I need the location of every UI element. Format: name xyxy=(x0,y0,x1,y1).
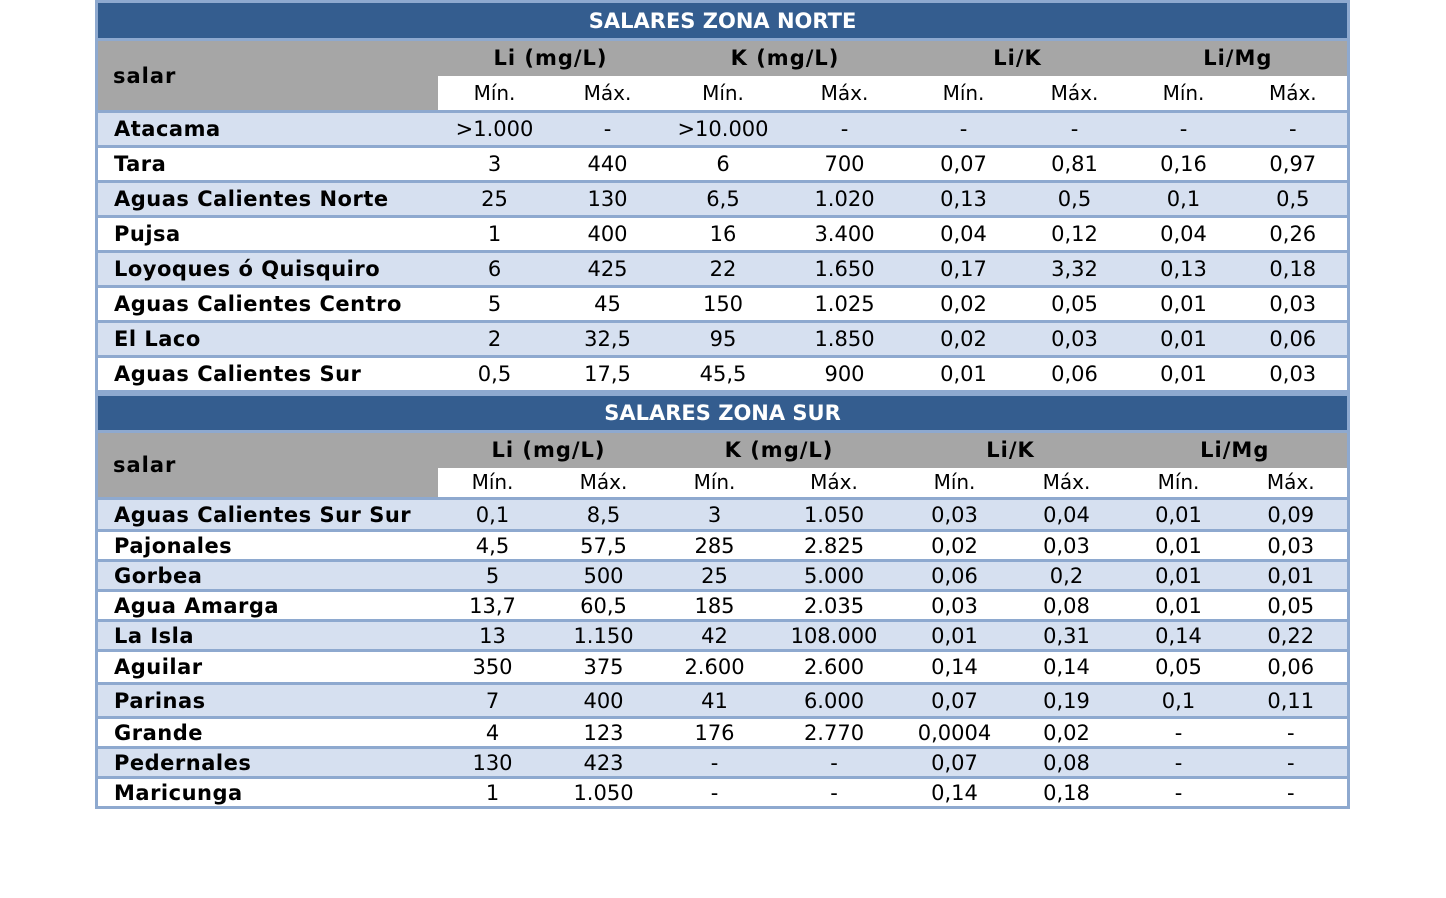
sub-header: Mín. xyxy=(438,76,552,112)
table-cell: 0,05 xyxy=(1123,651,1235,684)
table-cell: 0,19 xyxy=(1011,684,1123,718)
table-cell: 0,16 xyxy=(1129,147,1239,182)
table-cell: 0,17 xyxy=(907,252,1021,287)
table-cell: 41 xyxy=(660,684,770,718)
table-cell: 0,14 xyxy=(1011,651,1123,684)
table-cell: 0,31 xyxy=(1011,621,1123,651)
salar-name: Atacama xyxy=(97,112,438,147)
table-cell: 0,18 xyxy=(1011,778,1123,808)
salar-name: El Laco xyxy=(97,322,438,357)
salar-name: Aguas Calientes Norte xyxy=(97,182,438,217)
group-header: Li/Mg xyxy=(1129,40,1349,76)
table-cell: 423 xyxy=(548,748,660,778)
sub-header: Mín. xyxy=(907,76,1021,112)
section-title: SALARES ZONA NORTE xyxy=(97,2,1349,40)
salar-name: Aguas Calientes Centro xyxy=(97,287,438,322)
table-cell: - xyxy=(660,748,770,778)
section-title: SALARES ZONA SUR xyxy=(97,395,1349,432)
table-cell: 0,06 xyxy=(1239,322,1349,357)
table-cell: 400 xyxy=(552,217,664,252)
table-cell: 0,05 xyxy=(1021,287,1129,322)
table-cell: - xyxy=(783,112,907,147)
table-body xyxy=(97,112,1349,392)
column-header-salar: salar xyxy=(97,432,438,499)
table-cell: 6 xyxy=(664,147,783,182)
table-cell: 4 xyxy=(438,718,548,748)
table-cell: 0,01 xyxy=(1123,561,1235,591)
table-cell: 285 xyxy=(660,531,770,561)
table-cell: 0,22 xyxy=(1235,621,1349,651)
table-cell: 0,11 xyxy=(1235,684,1349,718)
table-cell: 0,01 xyxy=(1129,357,1239,392)
salar-name: Parinas xyxy=(97,684,438,718)
table-cell: 0,04 xyxy=(907,217,1021,252)
table-cell: 108.000 xyxy=(770,621,899,651)
table-cell: 0,01 xyxy=(1129,322,1239,357)
table-row xyxy=(97,778,1349,808)
table-cell: - xyxy=(660,778,770,808)
table-cell: 0,03 xyxy=(899,591,1011,621)
table-cell: 8,5 xyxy=(548,499,660,531)
salar-name: Aguas Calientes Sur Sur xyxy=(97,499,438,531)
table-cell: 0,01 xyxy=(1123,591,1235,621)
table-cell: 0,02 xyxy=(907,322,1021,357)
salar-name: Agua Amarga xyxy=(97,591,438,621)
table-cell: 2.770 xyxy=(770,718,899,748)
table-cell: 130 xyxy=(438,748,548,778)
group-header: Li/Mg xyxy=(1123,432,1349,468)
table-cell: 700 xyxy=(783,147,907,182)
salar-name: Maricunga xyxy=(97,778,438,808)
table-cell: 5.000 xyxy=(770,561,899,591)
table-cell: 3 xyxy=(660,499,770,531)
table-cell: 1.650 xyxy=(783,252,907,287)
salar-name: Aguas Calientes Sur xyxy=(97,357,438,392)
table-cell: 0,01 xyxy=(899,621,1011,651)
table-row xyxy=(97,499,1349,531)
table-cell: 57,5 xyxy=(548,531,660,561)
table-cell: 0,07 xyxy=(899,748,1011,778)
sub-header: Máx. xyxy=(1235,468,1349,499)
group-header: Li/K xyxy=(899,432,1123,468)
sub-header: Mín. xyxy=(1123,468,1235,499)
table-cell: 400 xyxy=(548,684,660,718)
table-cell: 0,02 xyxy=(899,531,1011,561)
table-cell: - xyxy=(1239,112,1349,147)
table-cell: >1.000 xyxy=(438,112,552,147)
table-cell: 0,06 xyxy=(1021,357,1129,392)
table-cell: 0,5 xyxy=(1021,182,1129,217)
table-cell: 45,5 xyxy=(664,357,783,392)
table-cell: 500 xyxy=(548,561,660,591)
table-cell: 45 xyxy=(552,287,664,322)
table-cell: 440 xyxy=(552,147,664,182)
group-header: K (mg/L) xyxy=(664,40,907,76)
table-row xyxy=(97,748,1349,778)
table-cell: 0,01 xyxy=(1235,561,1349,591)
table-cell: 0,03 xyxy=(1235,531,1349,561)
table-cell: >10.000 xyxy=(664,112,783,147)
table-zona-norte xyxy=(95,0,1350,393)
table-cell: 150 xyxy=(664,287,783,322)
table-cell: 0,08 xyxy=(1011,748,1123,778)
salar-name: Gorbea xyxy=(97,561,438,591)
table-cell: 425 xyxy=(552,252,664,287)
salar-name: Aguilar xyxy=(97,651,438,684)
table-cell: 4,5 xyxy=(438,531,548,561)
table-cell: 0,13 xyxy=(907,182,1021,217)
table-cell: 0,01 xyxy=(907,357,1021,392)
table-cell: 0,0004 xyxy=(899,718,1011,748)
table-row xyxy=(97,112,1349,147)
table-cell: 42 xyxy=(660,621,770,651)
table-row xyxy=(97,561,1349,591)
table-cell: - xyxy=(770,778,899,808)
salar-name: Pedernales xyxy=(97,748,438,778)
table-cell: 0,03 xyxy=(1021,322,1129,357)
table-cell: 25 xyxy=(438,182,552,217)
table-cell: 17,5 xyxy=(552,357,664,392)
table-row xyxy=(97,182,1349,217)
table-cell: 0,81 xyxy=(1021,147,1129,182)
table-cell: 0,14 xyxy=(899,651,1011,684)
sub-header: Máx. xyxy=(548,468,660,499)
table-cell: 7 xyxy=(438,684,548,718)
table-cell: 6.000 xyxy=(770,684,899,718)
table-cell: 0,01 xyxy=(1129,287,1239,322)
table-cell: 0,18 xyxy=(1239,252,1349,287)
sub-header: Mín. xyxy=(660,468,770,499)
table-cell: 6 xyxy=(438,252,552,287)
table-cell: 123 xyxy=(548,718,660,748)
table-cell: 130 xyxy=(552,182,664,217)
table-row xyxy=(97,591,1349,621)
table-cell: 0,14 xyxy=(899,778,1011,808)
table-cell: 60,5 xyxy=(548,591,660,621)
sub-header: Mín. xyxy=(664,76,783,112)
column-header-salar: salar xyxy=(97,40,438,112)
table-cell: 1 xyxy=(438,217,552,252)
table-cell: 0,06 xyxy=(899,561,1011,591)
table-cell: 1 xyxy=(438,778,548,808)
table-cell: 13,7 xyxy=(438,591,548,621)
table-cell: 0,03 xyxy=(1011,531,1123,561)
table-cell: 16 xyxy=(664,217,783,252)
table-cell: 0,26 xyxy=(1239,217,1349,252)
table-cell: 0,04 xyxy=(1011,499,1123,531)
table-cell: 1.025 xyxy=(783,287,907,322)
table-cell: 3 xyxy=(438,147,552,182)
table-cell: 0,05 xyxy=(1235,591,1349,621)
salar-name: Loyoques ó Quisquiro xyxy=(97,252,438,287)
table-cell: 95 xyxy=(664,322,783,357)
table-row xyxy=(97,357,1349,392)
salar-name: Pajonales xyxy=(97,531,438,561)
table-cell: 0,03 xyxy=(1239,287,1349,322)
table-cell: 6,5 xyxy=(664,182,783,217)
table-cell: - xyxy=(1235,718,1349,748)
table-cell: 0,5 xyxy=(1239,182,1349,217)
table-cell: 0,01 xyxy=(1123,499,1235,531)
group-header: Li/K xyxy=(907,40,1129,76)
salares-tables xyxy=(95,0,1347,809)
table-cell: - xyxy=(907,112,1021,147)
table-cell: 0,5 xyxy=(438,357,552,392)
table-cell: - xyxy=(1123,718,1235,748)
table-cell: 1.020 xyxy=(783,182,907,217)
table-cell: 0,07 xyxy=(899,684,1011,718)
table-cell: 176 xyxy=(660,718,770,748)
sub-header: Máx. xyxy=(1239,76,1349,112)
table-cell: 900 xyxy=(783,357,907,392)
table-row xyxy=(97,718,1349,748)
table-cell: 0,09 xyxy=(1235,499,1349,531)
table-cell: 3,32 xyxy=(1021,252,1129,287)
table-cell: 0,04 xyxy=(1129,217,1239,252)
table-cell: 2 xyxy=(438,322,552,357)
table-cell: 375 xyxy=(548,651,660,684)
table-cell: 0,01 xyxy=(1123,531,1235,561)
table-row xyxy=(97,531,1349,561)
sub-header: Máx. xyxy=(770,468,899,499)
table-row xyxy=(97,322,1349,357)
table-cell: - xyxy=(552,112,664,147)
sub-header: Máx. xyxy=(552,76,664,112)
table-cell: - xyxy=(1235,748,1349,778)
table-cell: - xyxy=(1123,748,1235,778)
table-cell: 185 xyxy=(660,591,770,621)
table-cell: - xyxy=(1021,112,1129,147)
salar-name: Grande xyxy=(97,718,438,748)
table-cell: 13 xyxy=(438,621,548,651)
table-cell: 2.035 xyxy=(770,591,899,621)
table-row xyxy=(97,217,1349,252)
table-cell: 1.850 xyxy=(783,322,907,357)
salar-name: La Isla xyxy=(97,621,438,651)
table-cell: 5 xyxy=(438,287,552,322)
table-row xyxy=(97,287,1349,322)
group-header: Li (mg/L) xyxy=(438,432,660,468)
table-row xyxy=(97,621,1349,651)
table-cell: 0,07 xyxy=(907,147,1021,182)
sub-header: Máx. xyxy=(783,76,907,112)
table-cell: - xyxy=(1123,778,1235,808)
table-cell: 0,08 xyxy=(1011,591,1123,621)
table-cell: 0,14 xyxy=(1123,621,1235,651)
table-cell: - xyxy=(1235,778,1349,808)
sub-header: Máx. xyxy=(1021,76,1129,112)
table-cell: 0,02 xyxy=(1011,718,1123,748)
table-cell: 0,13 xyxy=(1129,252,1239,287)
sub-header: Máx. xyxy=(1011,468,1123,499)
table-cell: 0,1 xyxy=(1123,684,1235,718)
table-row xyxy=(97,147,1349,182)
table-zona-sur xyxy=(95,393,1350,809)
salar-name: Pujsa xyxy=(97,217,438,252)
group-header: K (mg/L) xyxy=(660,432,899,468)
table-cell: - xyxy=(770,748,899,778)
table-cell: 25 xyxy=(660,561,770,591)
table-cell: 0,1 xyxy=(1129,182,1239,217)
sub-header: Mín. xyxy=(1129,76,1239,112)
table-cell: 2.600 xyxy=(660,651,770,684)
table-cell: 1.150 xyxy=(548,621,660,651)
table-cell: 0,06 xyxy=(1235,651,1349,684)
table-cell: 0,1 xyxy=(438,499,548,531)
table-cell: 32,5 xyxy=(552,322,664,357)
group-header: Li (mg/L) xyxy=(438,40,664,76)
table-cell: 0,2 xyxy=(1011,561,1123,591)
table-cell: 350 xyxy=(438,651,548,684)
sub-header: Mín. xyxy=(899,468,1011,499)
table-cell: 3.400 xyxy=(783,217,907,252)
table-row xyxy=(97,252,1349,287)
table-cell: 1.050 xyxy=(770,499,899,531)
sub-header: Mín. xyxy=(438,468,548,499)
table-cell: 5 xyxy=(438,561,548,591)
table-cell: 0,02 xyxy=(907,287,1021,322)
table-row xyxy=(97,684,1349,718)
salar-name: Tara xyxy=(97,147,438,182)
table-cell: 0,97 xyxy=(1239,147,1349,182)
table-row xyxy=(97,651,1349,684)
table-cell: 0,03 xyxy=(1239,357,1349,392)
table-cell: 0,12 xyxy=(1021,217,1129,252)
table-cell: 2.600 xyxy=(770,651,899,684)
table-cell: 0,03 xyxy=(899,499,1011,531)
table-cell: 2.825 xyxy=(770,531,899,561)
table-cell: 1.050 xyxy=(548,778,660,808)
table-cell: 22 xyxy=(664,252,783,287)
table-body xyxy=(97,499,1349,808)
table-cell: - xyxy=(1129,112,1239,147)
